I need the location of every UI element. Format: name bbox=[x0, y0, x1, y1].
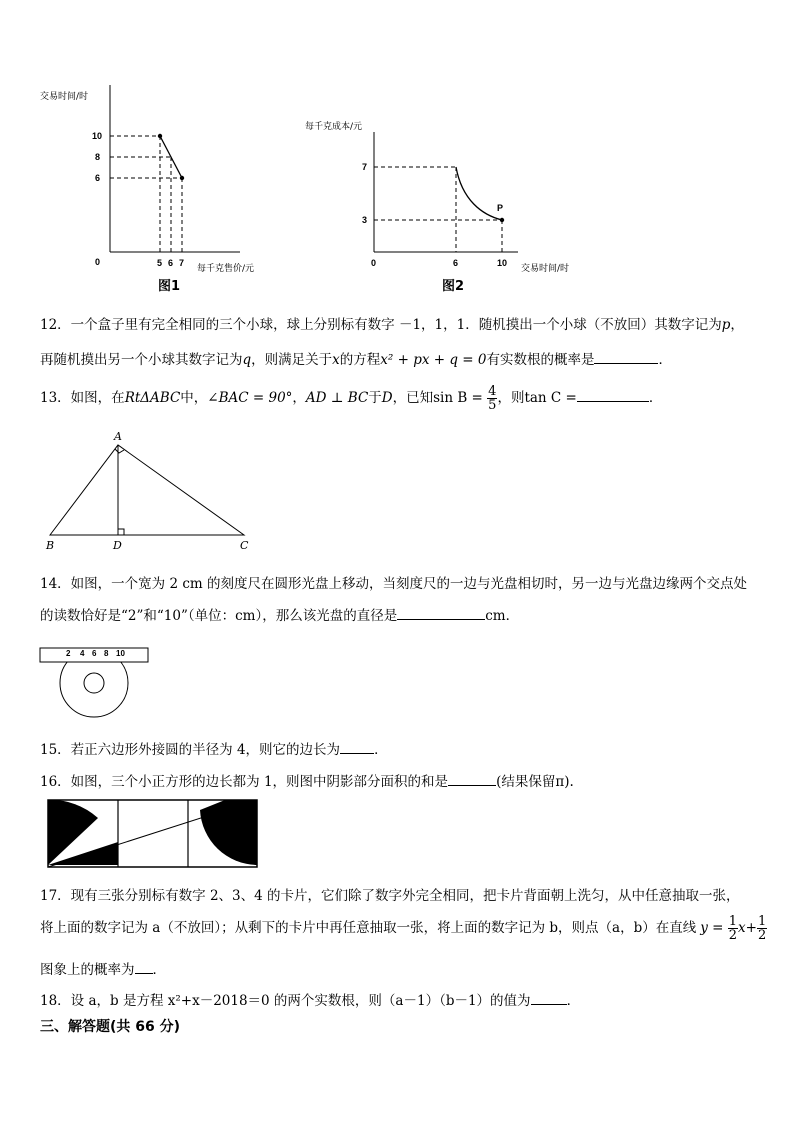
q18-text: 18．设 a，b 是方程 x²+x－2018＝0 的两个实数根，则（a－1）（b－1）的值为 ． bbox=[40, 993, 581, 1009]
q13-label-c: C bbox=[240, 539, 249, 552]
fig1-xtick-6: 6 bbox=[168, 258, 174, 268]
q16-text: 16．如图，三个小正方形的边长都为 1，则图中阴影部分面积的和是 (结果保留π). bbox=[40, 774, 574, 790]
fig2-ytick-3: 3 bbox=[362, 215, 368, 225]
q14-ruler-mark-2: 2 bbox=[66, 649, 71, 658]
q13-fraction: $\frac{4}{5}$ bbox=[488, 384, 497, 413]
section-heading: 三、解答题(共 66 分) bbox=[40, 1019, 181, 1035]
fig1-caption: 图1 bbox=[158, 279, 181, 294]
q14-line2: 的读数恰好是“2”和“10”（单位：cm），那么该光盘的直径是 cm． bbox=[40, 608, 520, 624]
q14-ruler-mark-4: 4 bbox=[80, 649, 85, 658]
q13-label-d: D bbox=[113, 539, 122, 552]
q12-equation: x² + px + q = 0 bbox=[380, 352, 487, 368]
q14-ruler-mark-10: 10 bbox=[116, 649, 125, 658]
fig2-xlabel: 交易时间/时 bbox=[521, 264, 570, 274]
q17-fraction-2: $\frac{1}{2}$ bbox=[757, 914, 767, 943]
fig2-xtick-10: 10 bbox=[497, 258, 508, 268]
q14-ruler-mark-8: 8 bbox=[104, 649, 109, 658]
fig2-ytick-7: 7 bbox=[362, 162, 368, 172]
fig2-point-label: P bbox=[497, 203, 504, 213]
q14-line1: 14．如图，一个宽为 2 cm 的刻度尺在圆形光盘上移动，当刻度尺的一边与光盘相切时，另一边与光盘边缘两个交点处 bbox=[40, 576, 748, 592]
q17-line2: 将上面的数字记为 a（不放回）；从剩下的卡片中再任意抽取一张，将上面的数字记为 b，则点（a，b）在直线 y = $\frac{1}{2}$ x+ $\frac{1}{2}$ bbox=[40, 914, 767, 943]
q13-label-b: B bbox=[46, 539, 55, 552]
q18-answer-blank bbox=[531, 992, 567, 1005]
fig2-ylabel: 每千克成本/元 bbox=[305, 122, 363, 132]
fig1-ytick-6: 6 bbox=[95, 173, 101, 183]
fig1-ylabel: 交易时间/时 bbox=[40, 92, 89, 102]
q14-ruler-mark-6: 6 bbox=[92, 649, 97, 658]
q12-line1: 12．一个盒子里有完全相同的三个小球，球上分别标有数字 －1，1，1．随机摸出一个小球（不放回）其数字记为p， bbox=[40, 317, 744, 333]
fig1-ytick-8: 8 bbox=[95, 152, 101, 162]
q17-fraction-1: $\frac{1}{2}$ bbox=[728, 914, 738, 943]
q17-line3: 图象上的概率为 ． bbox=[40, 962, 166, 978]
fig2-caption: 图2 bbox=[442, 279, 465, 294]
fig1-xtick-7: 7 bbox=[179, 258, 185, 268]
q13-label-a: A bbox=[114, 430, 122, 443]
q12-line2: 再随机摸出另一个小球其数字记为q，则满足关于x的方程x² + px + q = 0有实数根的概率是 ． bbox=[40, 352, 672, 368]
fig2-origin: 0 bbox=[371, 258, 377, 268]
fig1-origin: 0 bbox=[95, 257, 101, 267]
fig1-xlabel: 每千克售价/元 bbox=[197, 264, 255, 274]
q17-line1: 17．现有三张分别标有数字 2、3、4 的卡片，它们除了数字外完全相同，把卡片背面朝上洗匀，从中任意抽取一张， bbox=[40, 888, 740, 904]
q15-text: 15．若正六边形外接圆的半径为 4，则它的边长为 ． bbox=[40, 742, 388, 758]
fig2-xtick-6: 6 bbox=[453, 258, 459, 268]
q17-answer-blank bbox=[135, 961, 153, 974]
q13-text: 13．如图，在RtΔABC中，∠BAC = 90°，AD ⊥ BC于D，已知sin B = $\frac{4}{5}$ ，则tan C = ． bbox=[40, 384, 663, 413]
fig1-ytick-10: 10 bbox=[92, 131, 103, 141]
fig1-xtick-5: 5 bbox=[157, 258, 163, 268]
